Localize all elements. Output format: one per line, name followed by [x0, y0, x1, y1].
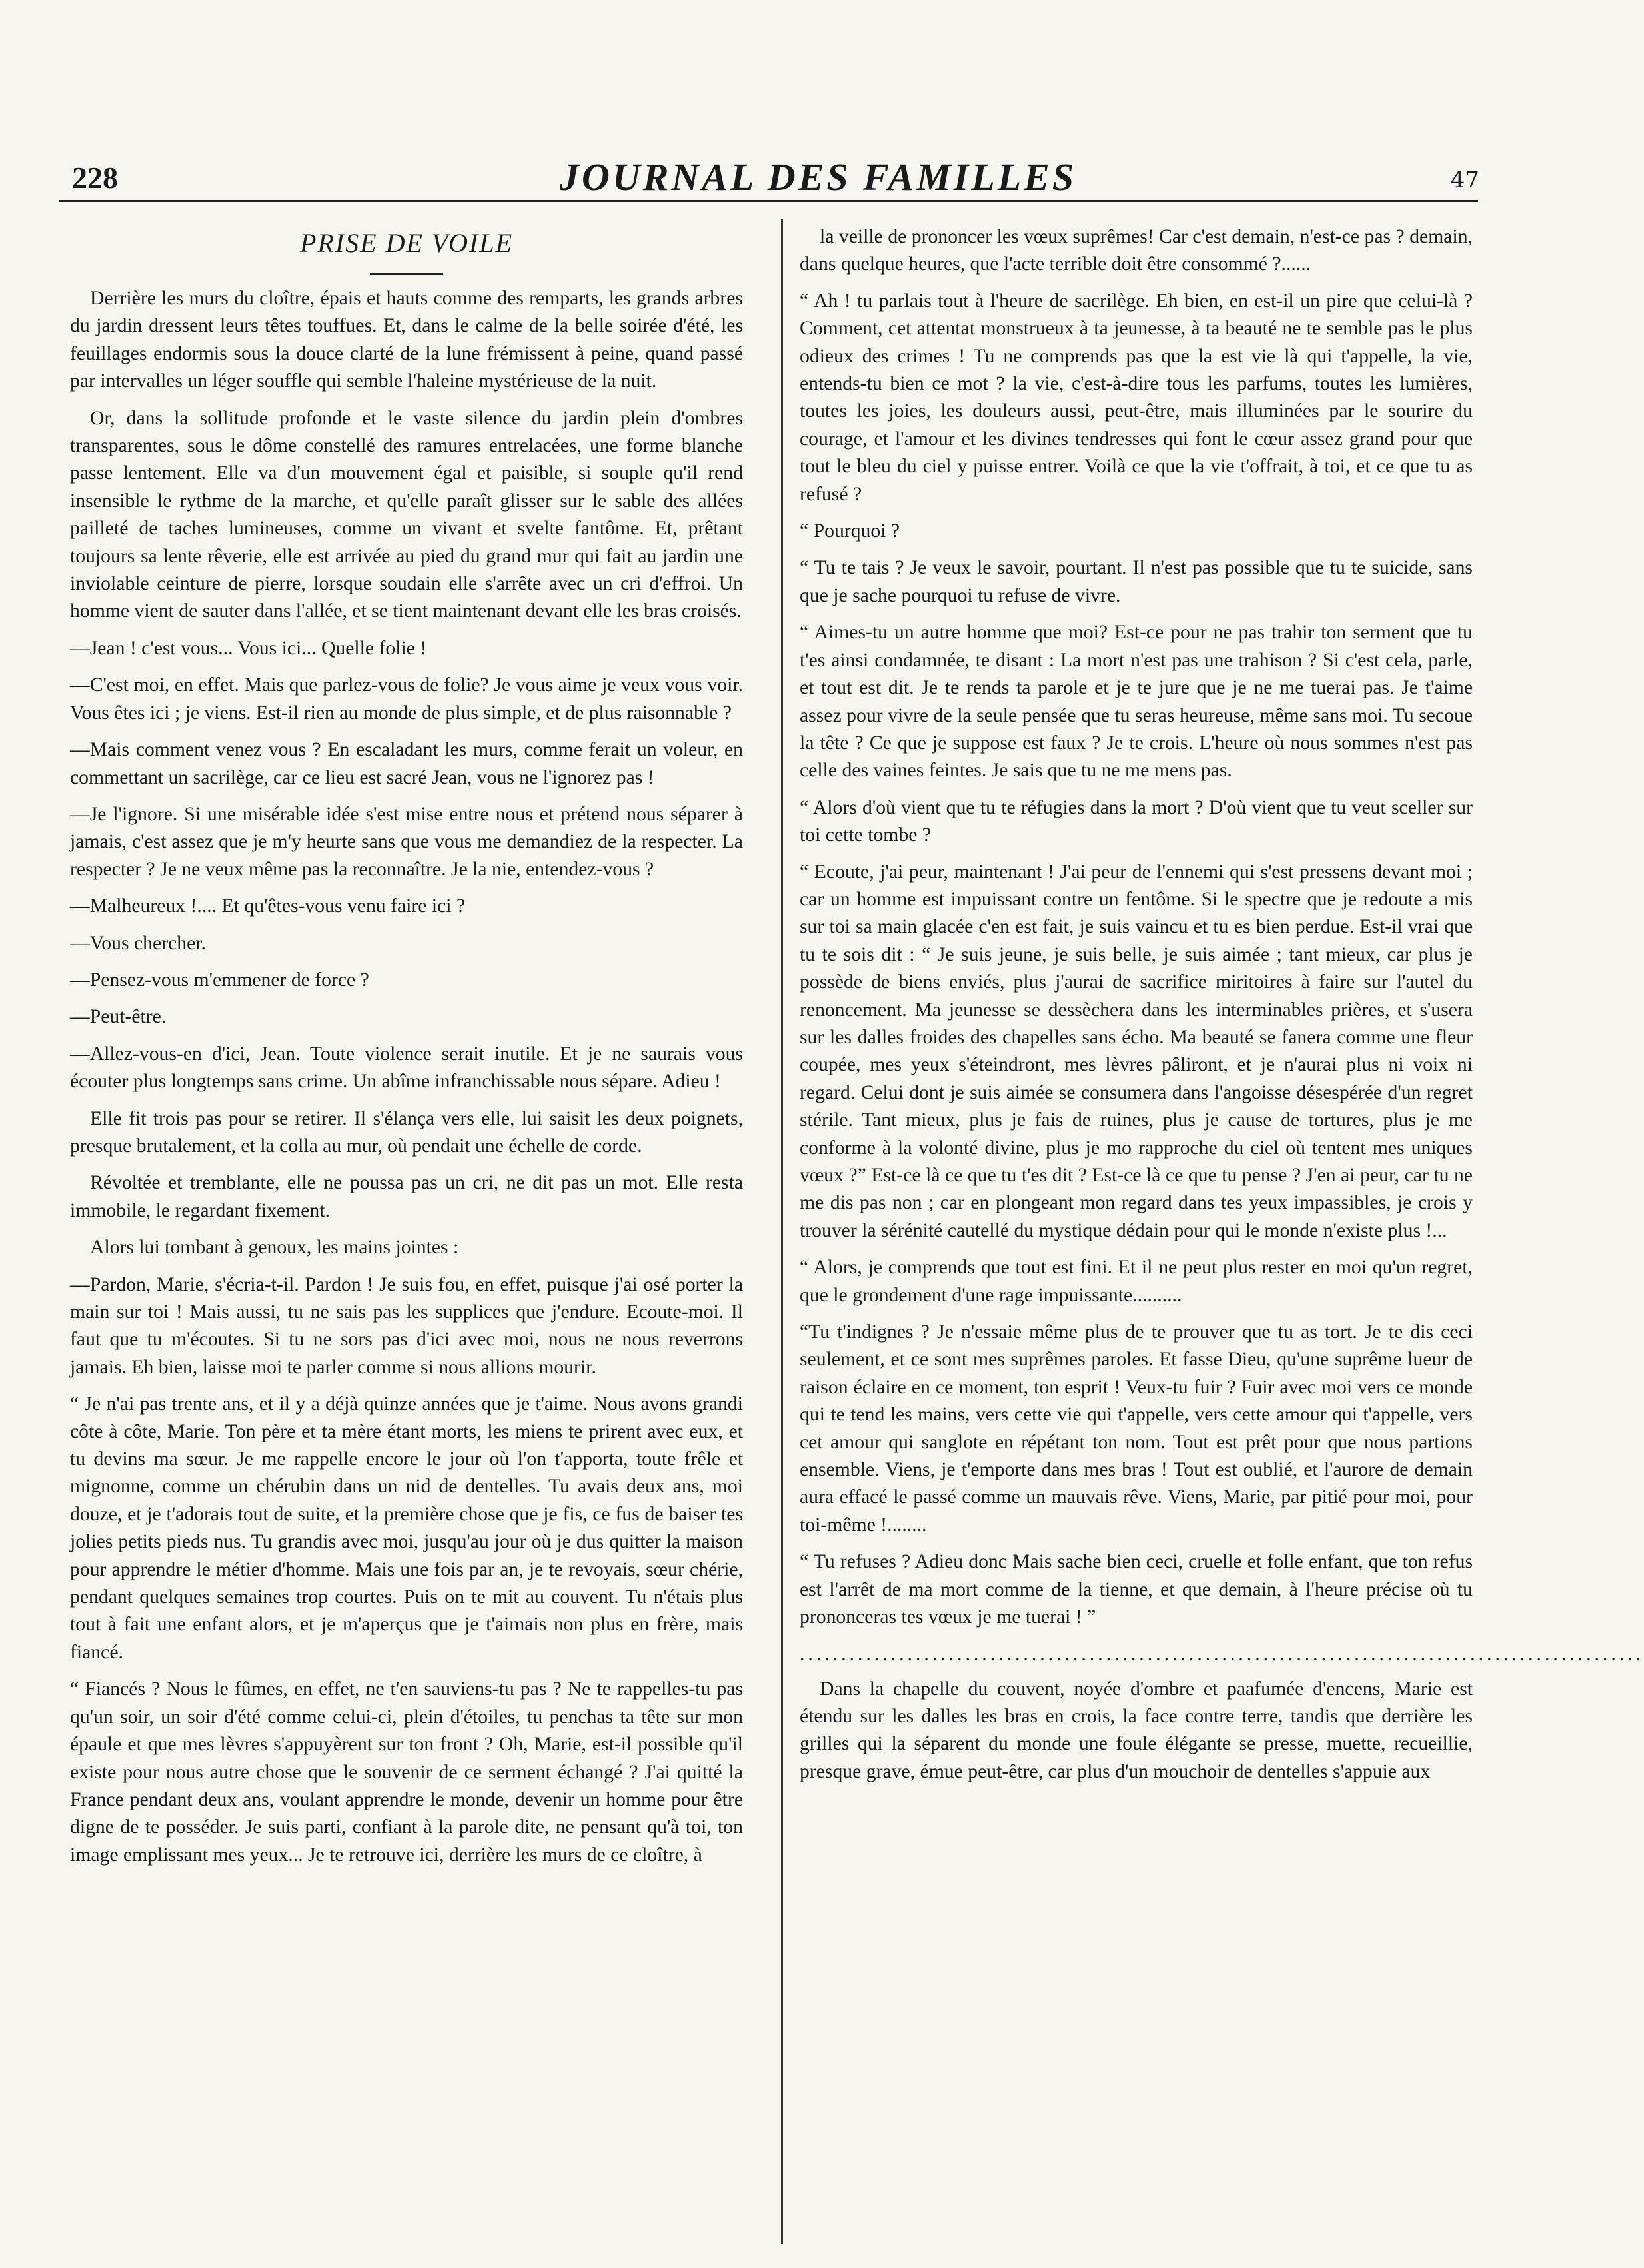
paragraph: —Mais comment venez vous ? En escaladant les murs, comme ferait un voleur, en commettant un sacrilège, car ce lieu est sacré Jean, vous ne l'ignorez pas !: [70, 739, 743, 788]
paragraph: “ Fiancés ? Nous le fûmes, en effet, ne t'en sauviens-tu pas ? Ne te rappelles-tu pas qu'un soir, un soir d'été comme celui-ci, plein d'étoiles, tu penchas ta tête sur mon épaule et que mes lèvres s'appuyèrent sur ton front ? Oh, Marie, est-il possible qu'il existe pour nous autre chose que le souvenir de ce serment échangé ? J'ai quitté la France pendant deux ans, voulant apprendre le monde, devenir un homme pour être digne de te posséder. Je suis parti, confiant à la parole dite, ne pensant qu'à toi, ton image emplissant mes yeux... Je te retrouve ici, derrière les murs de ce cloître, à: [70, 1678, 743, 1866]
paragraph: “ Alors, je comprends que tout est fini. Et il ne peut plus rester en moi qu'un regret, que le grondement d'une rage impuissante..........: [800, 1257, 1473, 1306]
left-column: [70, 223, 743, 2235]
paragraph: Or, dans la sollitude profonde et le vaste silence du jardin plein d'ombres transparentes, sous le dôme constellé des ramures entrelacées, une forme blanche passe lentement. Elle va d'un mouvement égal et paisible, si souple qu'il rend insensible le rythme de la marche, et qu'elle paraît glisser sur le sable des allées pailleté de taches lumineuses, comme un vivant et svelte fantôme. Et, prêtant toujours sa lente rêverie, elle est arrivée au pied du grand mur qui fait au jardin une inviolable ceinture de pierre, lorsque soudain elle s'arrête avec un cri d'effroi. Un homme vient de sauter dans l'allée, et se tient maintenant devant elle les bras croisés.: [70, 407, 743, 622]
paragraph: —Jean ! c'est vous... Vous ici... Quelle folie !: [70, 637, 427, 659]
header-rule: [59, 200, 1478, 202]
paragraph: “ Pourquoi ?: [800, 520, 900, 542]
paragraph: la veille de prononcer les vœux suprêmes! Car c'est demain, n'est-ce pas ? demain, dans quelque heures, que l'acte terrible doit être consommé ?......: [800, 226, 1473, 275]
article-title: PRISE DE VOILE: [299, 228, 514, 258]
right-paragraphs: [800, 223, 1473, 1632]
paragraph: —Pensez-vous m'emmener de force ?: [70, 969, 369, 991]
page-header: [40, 153, 1479, 207]
left-paragraphs: [70, 285, 743, 1869]
paragraph: —Malheureux !.... Et qu'êtes-vous venu faire ici ?: [70, 895, 466, 917]
paragraph: “Tu t'indignes ? Je n'essaie même plus de te prouver que tu as tort. Je te dis ceci seulement, et ce sont mes suprêmes paroles. Et fasse Dieu, qu'une suprême lueur de raison éclaire en ce moment, ton esprit ! Veux-tu fuir ? Fuir avec moi vers ce monde qui te tend les mains, vers cette vie qui t'appelle, vers cette amour qui t'appelle, vers cet amour qui sanglote en répétant ton nom. Tout est prêt pour que nous partions ensemble. Viens, je t'emporte dans mes bras ! Tout est oublié, et l'aurore de demain aura effacé le passé comme un mauvais rêve. Viens, Marie, par pitié pour moi, pour toi-même !........: [800, 1321, 1473, 1536]
corner-mark: 47: [1450, 167, 1479, 193]
paragraph: Elle fit trois pas pour se retirer. Il s'élança vers elle, lui saisit les deux poignets, presque brutalement, et la colla au mur, où pendait une échelle de corde.: [70, 1107, 743, 1157]
paragraph: “ Ecoute, j'ai peur, maintenant ! J'ai peur de l'ennemi qui s'est pressens devant moi ; car un homme est impuissant contre un fentôme. Si le spectre que je redoute a mis sur toi sa main glacée c'en est fait, je suis vaincu et tu es bien perdue. Est-il vrai que tu te sois dit : “ Je suis jeune, je suis belle, je suis aimée ; tant mieux, car plus je possède de biens enviés, plus j'aurai de sacrifice miritoires à faire sur l'autel du renoncement. Ma jeunesse se dessèchera dans les interminables prières, et s'usera sur les dalles froides des chapelles sans écho. Ma beauté se fanera comme une fleur coupée, mes yeux s'éteindront, mes lèvres pâliront, et je n'aurai plus ni voix ni regard. Celui dont je suis aimée se consumera dans l'angoisse désespérée d'un regret stérile. Tant mieux, plus je fais de ruines, plus je cause de tortures, plus je me conforme à la volonté divine, plus je mo rapproche du ciel où tentent mes uniques vœux ?” Est-ce là ce que tu t'es dit ? Est-ce là ce que tu pense ? J'en ai peur, car tu ne me dis pas non ; car en plongeant mon regard dans tes yeux impassibles, je crois y trouver la sérénité cautellé du mystique dédain pour qui le monde n'existe plus !...: [800, 861, 1473, 1241]
paragraph: “ Ah ! tu parlais tout à l'heure de sacrilège. Eh bien, en est-il un pire que celui-là ? Comment, cet attentat monstrueux à ta jeunesse, à ta beauté ne te semble pas le plus odieux des crimes ! Tu ne comprends pas que la est vie là qui t'appelle, la vie, entends-tu bien ce mot ? la vie, c'est-à-dire tous les parfums, toutes les lumières, toutes les joies, les douleurs aussi, peut-être, mais illuminées par le sourire du courage, et l'amour et les divines tendresses qui font le cœur assez grand pour que tout le bleu du ciel y puisse entrer. Voilà ce que la vie t'offrait, à toi, et ce que tu as refusé ?: [800, 290, 1473, 505]
paragraph: “ Je n'ai pas trente ans, et il y a déjà quinze années que je t'aime. Nous avons grandi côte à côte, Marie. Ton père et ta mère étant morts, les miens te prirent avec eux, et tu devins ma sœur. Je me rappelle encore le jour où l'on t'apporta, toute frêle et mignonne, comme un chérubin dans un nid de dentelles. Tu avais deux ans, moi douze, et je t'adorais tout de suite, et la première chose que je fis, ce fus de baiser tes jolies petits pieds nus. Tu grandis avec moi, jusqu'au jour où je dus quitter la maison pour apprendre le métier d'homme. Mais une fois par an, je te revoyais, sœur chérie, pendant quelques semaines trop courtes. Puis on te mit au couvent. Tu n'étais plus tout à fait une enfant alors, et je m'aperçus que je t'aimais non plus en frère, mais fiancé.: [70, 1393, 743, 1663]
paragraph: Dans la chapelle du couvent, noyée d'ombre et paafumée d'encens, Marie est étendu sur les dalles les bras en crois, la face contre terre, tandis que derrière les grilles qui la séparent du monde une foule élégante se presse, muette, recueillie, presque grave, émue peut-être, car plus d'un mouchoir de dentelles s'appuie aux: [800, 1678, 1473, 1782]
paragraph: —Vous chercher.: [70, 932, 206, 954]
paragraph: Révoltée et tremblante, elle ne poussa pas un cri, ne dit pas un mot. Elle resta immobile, le regardant fixement.: [70, 1172, 743, 1221]
paragraph: Alors lui tombant à genoux, les mains jointes :: [90, 1237, 459, 1259]
title-rule: [370, 273, 443, 275]
paragraph: “ Alors d'où vient que tu te réfugies dans la mort ? D'où vient que tu veut sceller sur toi cette tombe ?: [800, 796, 1473, 846]
section-separator: ......................................................................................................: [800, 1643, 1644, 1665]
right-column: [800, 223, 1644, 2235]
page-number: 228: [72, 161, 118, 195]
paragraph: —Je l'ignore. Si une misérable idée s'est mise entre nous et prétend nous séparer à jamais, c'est assez que je m'y heurte sans que vous me demandiez de la respecter. La respecter ? Je ne veux même pas la reconnaître. Je la nie, entendez-vous ?: [70, 803, 743, 880]
closing-paragraphs: [800, 1676, 1473, 1786]
paragraph: —Peut-être.: [70, 1006, 167, 1028]
paragraph: “ Tu refuses ? Adieu donc Mais sache bien ceci, cruelle et folle enfant, que ton refus est l'arrêt de ma mort comme de la tienne, et que demain, à l'heure précise où tu prononceras tes vœux je me tuerai ! ”: [800, 1551, 1473, 1628]
paragraph: “ Tu te tais ? Je veux le savoir, pourtant. Il n'est pas possible que tu te suicide, sans que je sache pourquoi tu refuse de vivre.: [800, 557, 1473, 606]
paragraph: —C'est moi, en effet. Mais que parlez-vous de folie? Je vous aime je veux vous voir. Vous êtes ici ; je viens. Est-il rien au monde de plus simple, et de plus raisonnable ?: [70, 674, 743, 724]
paragraph: —Pardon, Marie, s'écria-t-il. Pardon ! Je suis fou, en effet, puisque j'ai osé porter la main sur toi ! Mais aussi, tu ne sais pas les supplices que j'endure. Ecoute-moi. Il faut que tu m'écoutes. Si tu ne sors pas d'ici avec moi, nous ne nous reverrons jamais. Eh bien, laisse moi te parler comme si nous allions mourir.: [70, 1273, 743, 1378]
paragraph: “ Aimes-tu un autre homme que moi? Est-ce pour ne pas trahir ton serment que tu t'es ainsi condamnée, te disant : La mort n'est pas une trahison ? Si c'est cela, parle, et tout est dit. Je te rends ta parole et je te jure que je ne me tuerai pas. Je t'aime assez pour vivre de la seule pensée que tu seras heureuse, même sans moi. Tu secoue la tête ? Ce que je suppose est faux ? Je te crois. L'heure où nous sommes n'est pas celle des vaines feintes. Je sais que tu ne me mens pas.: [800, 622, 1473, 782]
journal-title: JOURNAL DES FAMILLES: [560, 155, 1077, 199]
column-divider: [781, 219, 783, 2244]
paragraph: —Allez-vous-en d'ici, Jean. Toute violence serait inutile. Et je ne saurais vous écouter plus longtemps sans crime. Un abîme infranchissable nous sépare. Adieu !: [70, 1043, 743, 1093]
paragraph: Derrière les murs du cloître, épais et hauts comme des remparts, les grands arbres du jardin dressent leurs têtes touffues. Et, dans le calme de la belle soirée d'été, les feuillages endormis sous la douce clarté de la lune frémissent à peine, quand passé par intervalles un léger souffle qui semble l'haleine mystérieuse de la nuit.: [70, 288, 743, 392]
